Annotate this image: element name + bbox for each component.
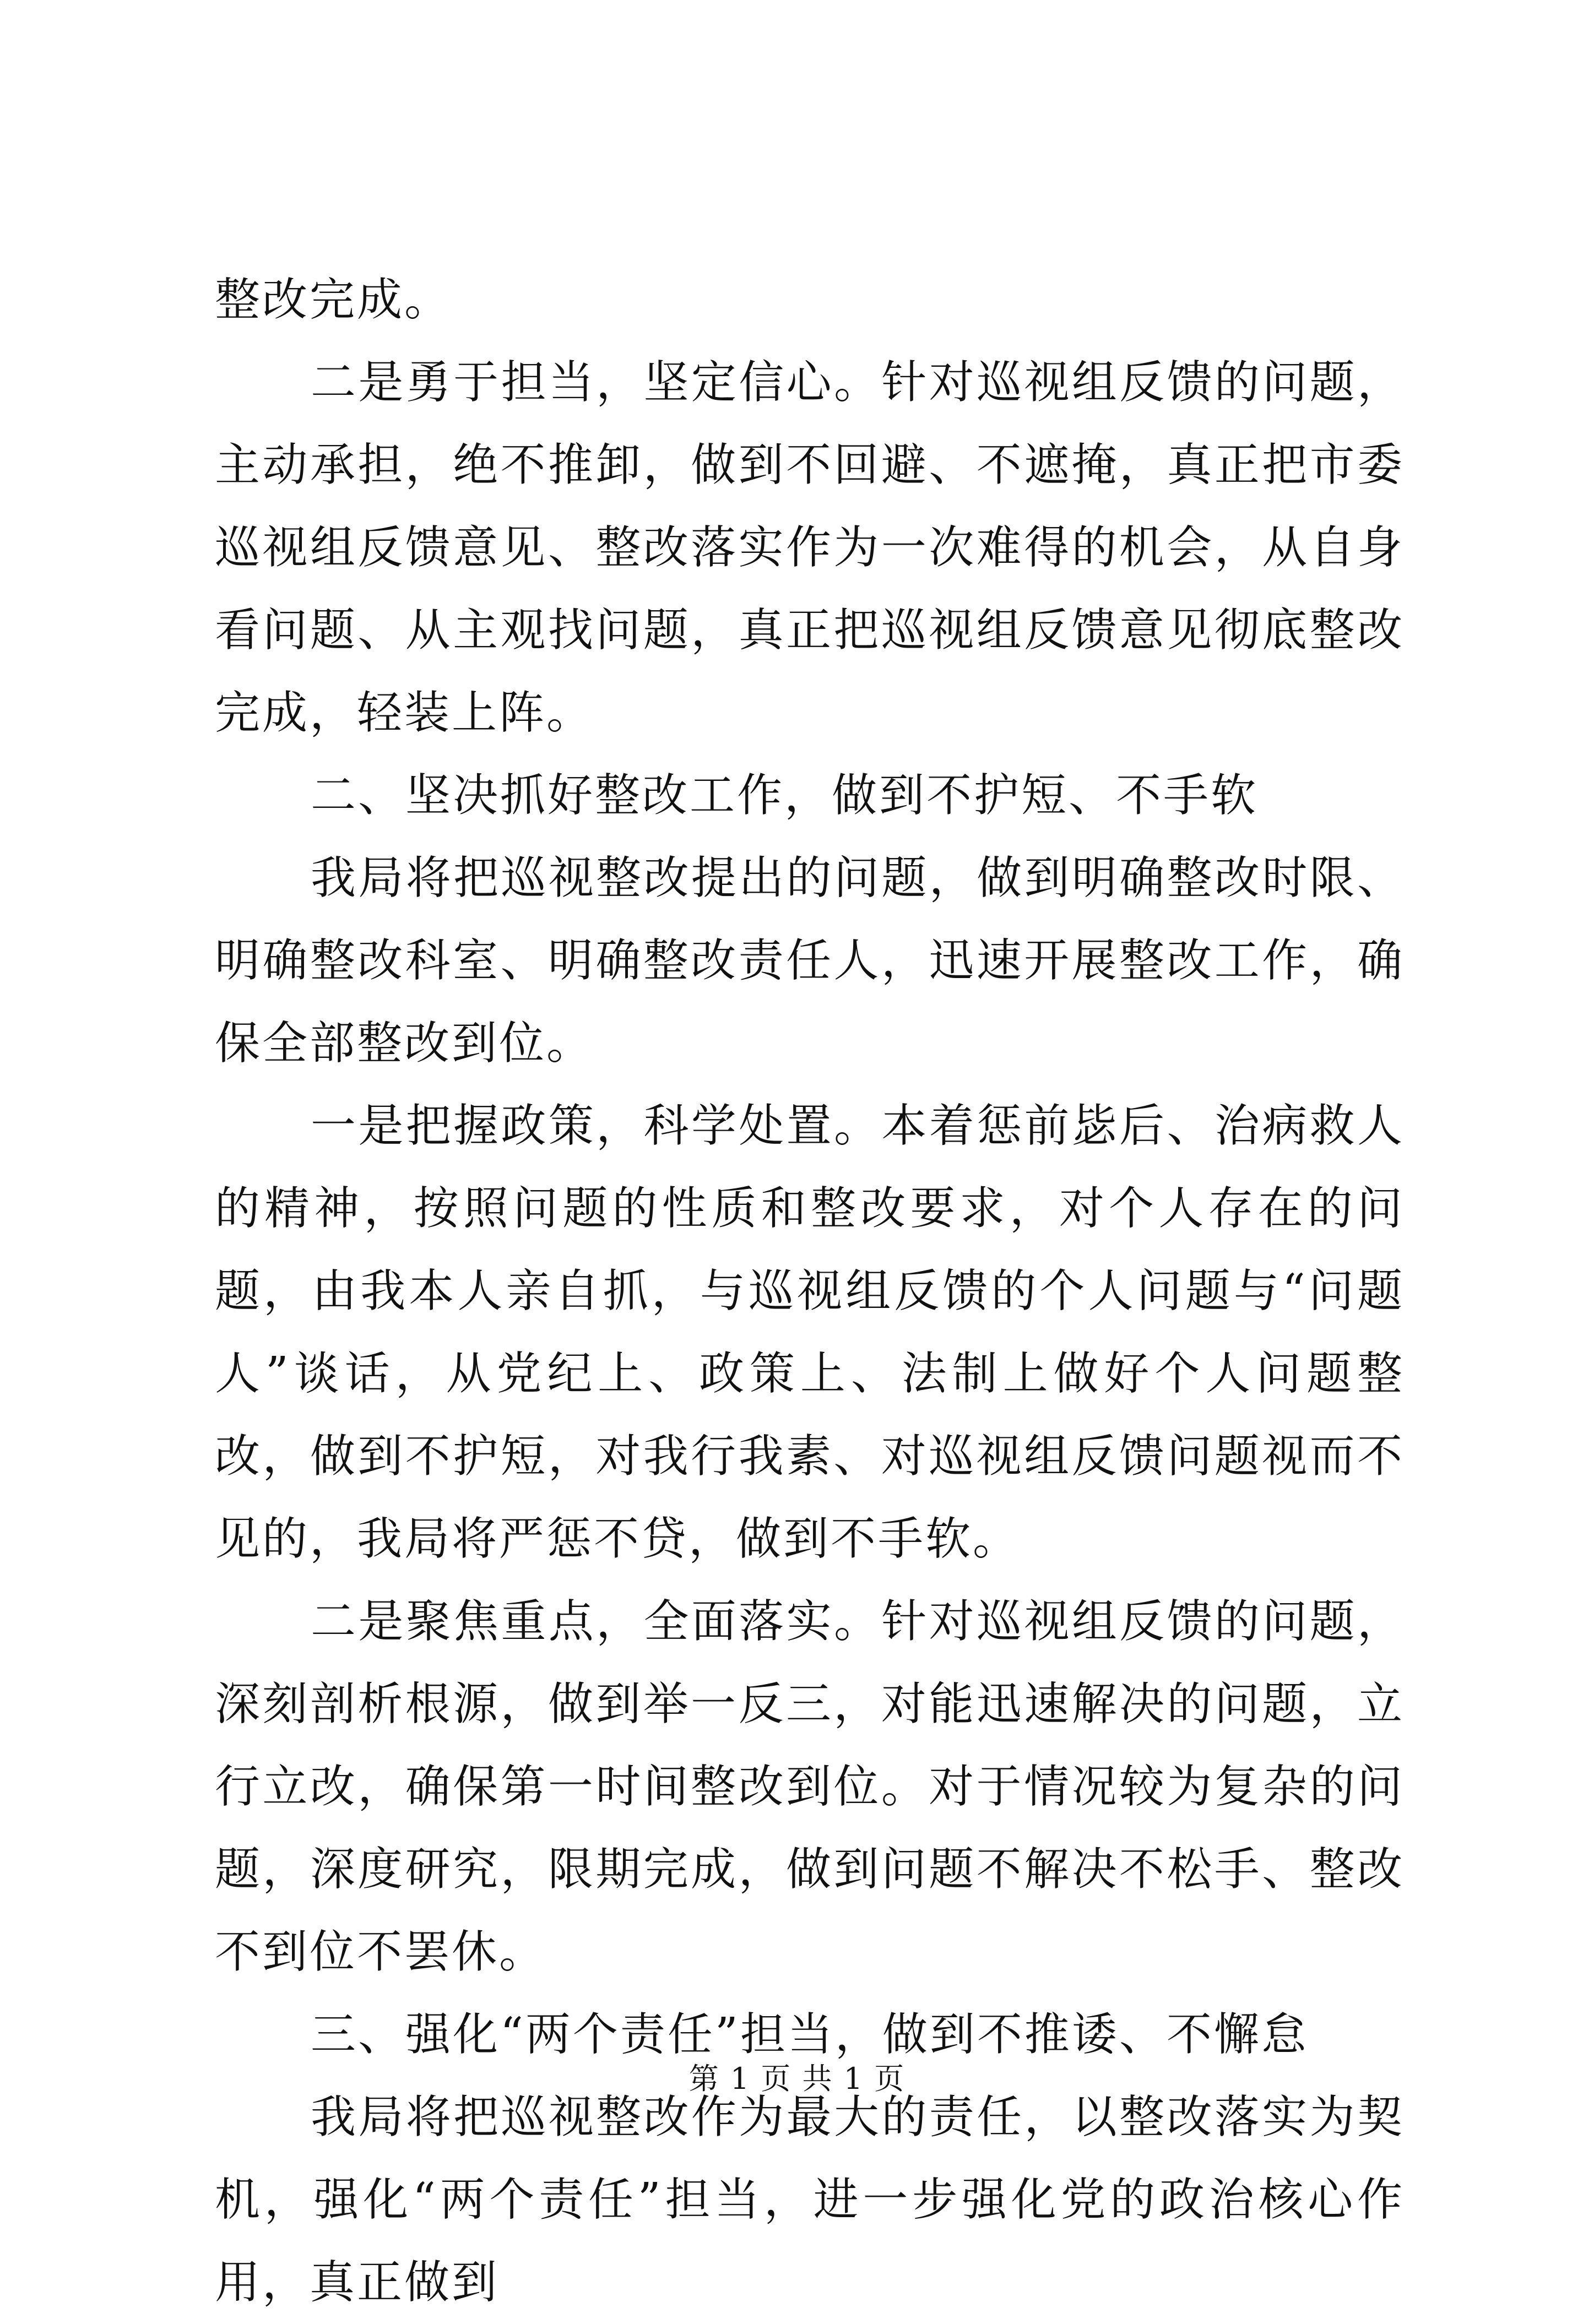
paragraph: 我局将把巡视整改提出的问题，做到明确整改时限、明确整改科室、明确整改责任人，迅速开展整改工作，确保全部整改到位。 [215,852,1405,1069]
section-heading: 二、坚决抓好整改工作，做到不护短、不手软 [311,769,1259,822]
section-heading: 三、强化“两个责任”担当，做到不推诿、不懈怠 [311,2008,1309,2061]
paragraph: 二是聚焦重点，全面落实。针对巡视组反馈的问题，深刻剖析根源，做到举一反三，对能迅速解决的问题，立行立改，确保第一时间整改到位。对于情况较为复杂的问题，深度研究，限期完成，做到问题不解决不松手、整改不到位不罢休。 [215,1595,1405,1978]
page-footer: 第 1 页 共 1 页 [688,2061,906,2096]
document-body [215,259,1405,2324]
paragraph: 二是勇于担当，坚定信心。针对巡视组反馈的问题，主动承担，绝不推卸，做到不回避、不遮掩，真正把市委巡视组反馈意见、整改落实作为一次难得的机会，从自身看问题、从主观找问题，真正把巡视组反馈意见彻底整改完成，轻装上阵。 [215,356,1405,739]
paragraph: 一是把握政策，科学处置。本着惩前毖后、治病救人的精神，按照问题的性质和整改要求，对个人存在的问题，由我本人亲自抓，与巡视组反馈的个人问题与“问题人”谈话，从党纪上、政策上、法制上做好个人问题整改，做到不护短，对我行我素、对巡视组反馈问题视而不见的，我局将严惩不贷，做到不手软。 [215,1100,1405,1565]
paragraph: 我局将把巡视整改作为最大的责任，以整改落实为契机，强化“两个责任”担当，进一步强化党的政治核心作用，真正做到 [215,2091,1405,2309]
paragraph-continuation: 整改完成。 [215,274,452,326]
